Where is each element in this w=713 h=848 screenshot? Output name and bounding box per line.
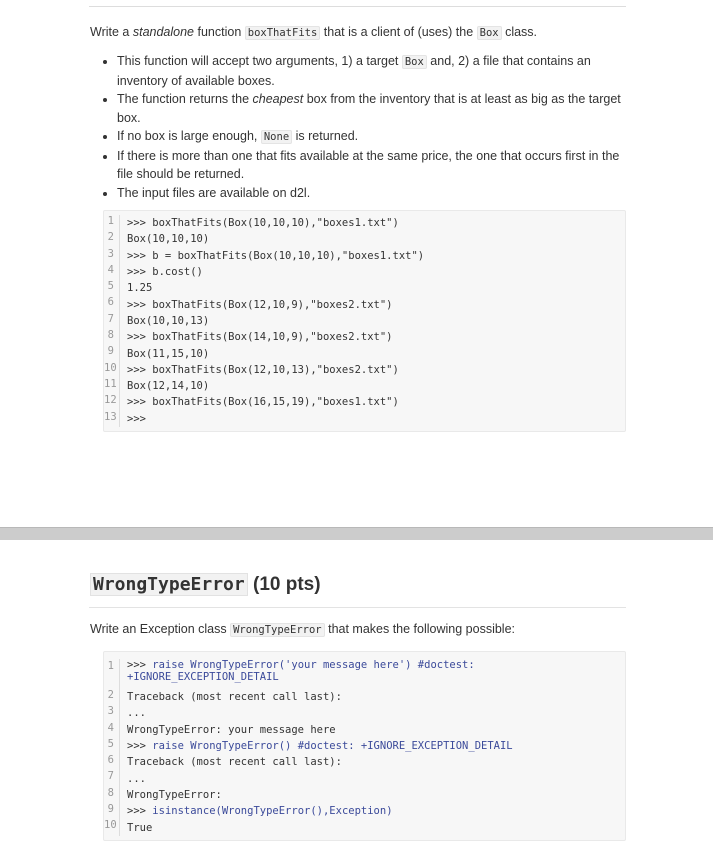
list-item — [117, 52, 637, 90]
code-line — [104, 362, 625, 378]
code-line — [104, 215, 625, 231]
list-item-text: If no box is large enough, — [117, 129, 261, 143]
code-statement: Traceback (most recent call last): — [127, 756, 342, 769]
code-line — [104, 248, 625, 264]
code-text — [120, 724, 336, 736]
line-number: 9 — [104, 345, 120, 361]
line-number: 6 — [104, 754, 120, 770]
line-number: 7 — [104, 313, 120, 329]
heading-code: WrongTypeError — [90, 573, 248, 596]
list-item-text: This function will accept two arguments, 1) a target — [117, 54, 402, 68]
prompt-marker: >>> — [127, 659, 153, 671]
list-item — [117, 147, 637, 184]
line-number: 2 — [104, 689, 120, 705]
code-text — [120, 822, 152, 834]
list-item — [117, 127, 637, 147]
section2-intro — [90, 620, 515, 639]
inline-code-wrongtypeerror: WrongTypeError — [230, 623, 325, 637]
intro-emphasis: standalone — [132, 25, 195, 39]
code-block-boxthatfits — [103, 210, 626, 432]
line-number: 5 — [104, 738, 120, 754]
list-item-text: box from the inventory that is at least as big as the target box. — [117, 92, 621, 125]
line-number: 13 — [104, 411, 120, 427]
list-item-text: is returned. — [292, 129, 359, 143]
code-statement: ... — [127, 772, 146, 785]
code-text — [120, 789, 222, 801]
code-text — [120, 659, 625, 683]
code-text: >>> boxThatFits(Box(10,10,10),"boxes1.txt") — [127, 217, 399, 230]
code-text: >>> b = boxThatFits(Box(10,10,10),"boxes1.txt") — [127, 249, 425, 262]
code-line — [104, 754, 625, 770]
code-text: Box(12,14,10) — [127, 380, 210, 393]
prompt-marker: >>> — [127, 805, 153, 818]
line-number: 3 — [104, 705, 120, 721]
line-number: 1 — [104, 659, 120, 689]
line-number: 4 — [104, 722, 120, 738]
code-statement: ... — [127, 707, 146, 720]
requirements-list — [100, 52, 637, 202]
code-statement: WrongTypeError: — [127, 788, 222, 801]
code-text — [120, 691, 342, 703]
intro-text: that is a client of (uses) the — [320, 25, 477, 39]
code-line — [104, 738, 625, 754]
list-item-emphasis: cheapest — [252, 92, 304, 106]
code-statement: Traceback (most recent call last): — [127, 691, 342, 704]
code-line — [104, 231, 625, 247]
heading-points: (10 pts) — [247, 574, 321, 595]
intro-text: that makes the following possible: — [324, 622, 516, 636]
code-text: Box(10,10,10) — [127, 233, 210, 246]
code-line — [104, 394, 625, 410]
line-number: 9 — [104, 803, 120, 819]
line-number: 10 — [104, 362, 120, 378]
line-number: 8 — [104, 329, 120, 345]
code-lines — [104, 652, 625, 840]
line-number: 1 — [104, 215, 120, 231]
code-statement: True — [127, 821, 153, 834]
code-text: >>> boxThatFits(Box(14,10,9),"boxes2.txt") — [127, 331, 393, 344]
line-number: 11 — [104, 378, 120, 394]
code-line — [104, 819, 625, 835]
code-text — [120, 707, 146, 719]
code-statement: raise WrongTypeError('your message here') #doctest: +IGNORE_EXCEPTION_DETAIL — [127, 659, 482, 683]
top-divider — [89, 6, 626, 7]
code-line — [104, 770, 625, 786]
code-text: >>> — [127, 412, 146, 425]
code-line — [104, 264, 625, 280]
line-number: 6 — [104, 296, 120, 312]
line-number: 4 — [104, 264, 120, 280]
code-block-wrongtypeerror — [103, 651, 626, 841]
inline-code-boxthatfits: boxThatFits — [245, 26, 321, 40]
code-line — [104, 296, 625, 312]
inline-code-box: Box — [477, 26, 502, 40]
code-line — [104, 378, 625, 394]
list-item-text: The function returns the — [117, 92, 253, 106]
line-number: 8 — [104, 787, 120, 803]
section-separator — [0, 527, 713, 540]
code-line — [104, 345, 625, 361]
list-item-text: and, 2) a file that contains an inventory of available boxes. — [117, 54, 591, 88]
list-item — [117, 90, 637, 127]
intro-text: Write a — [90, 25, 133, 39]
list-item-text: If there is more than one that fits available at the same price, the one that occurs first in the file should be returned. — [117, 148, 620, 181]
intro-text: function — [194, 25, 245, 39]
heading-divider — [89, 607, 626, 608]
code-text: Box(11,15,10) — [127, 347, 210, 360]
code-line — [104, 329, 625, 345]
code-line — [104, 787, 625, 803]
line-number: 5 — [104, 280, 120, 296]
code-line — [104, 280, 625, 296]
code-text — [120, 756, 342, 768]
intro-text: class. — [501, 25, 538, 39]
list-item-text: The input files are available on d2l. — [117, 185, 311, 200]
code-statement: isinstance(WrongTypeError(),Exception) — [152, 805, 393, 818]
inline-code-box: Box — [402, 55, 427, 69]
code-statement: raise WrongTypeError() #doctest: +IGNORE_EXCEPTION_DETAIL — [152, 740, 513, 753]
code-text: >>> boxThatFits(Box(16,15,19),"boxes1.txt") — [127, 396, 399, 409]
code-line — [104, 803, 625, 819]
line-number: 3 — [104, 248, 120, 264]
code-text — [120, 773, 146, 785]
inline-code-none: None — [261, 130, 292, 144]
code-text: >>> b.cost() — [127, 266, 203, 279]
prompt-marker: >>> — [127, 740, 153, 753]
code-text: >>> boxThatFits(Box(12,10,9),"boxes2.txt") — [127, 298, 393, 311]
code-line — [104, 722, 625, 738]
code-line — [104, 411, 625, 427]
code-text: Box(10,10,13) — [127, 314, 210, 327]
code-line — [104, 689, 625, 705]
list-item — [117, 184, 637, 203]
code-text: 1.25 — [127, 282, 153, 295]
code-text — [120, 740, 513, 752]
code-line — [104, 313, 625, 329]
line-number: 10 — [104, 819, 120, 835]
code-line — [104, 705, 625, 721]
line-number: 12 — [104, 394, 120, 410]
code-text — [120, 805, 393, 817]
section1-intro — [90, 23, 537, 42]
line-number: 7 — [104, 770, 120, 786]
code-lines — [104, 211, 625, 431]
section2-heading — [90, 574, 321, 596]
code-line — [104, 657, 625, 689]
intro-text: Write an Exception class — [90, 622, 231, 636]
code-statement: WrongTypeError: your message here — [127, 723, 336, 736]
code-text: >>> boxThatFits(Box(12,10,13),"boxes2.txt") — [127, 363, 399, 376]
line-number: 2 — [104, 231, 120, 247]
